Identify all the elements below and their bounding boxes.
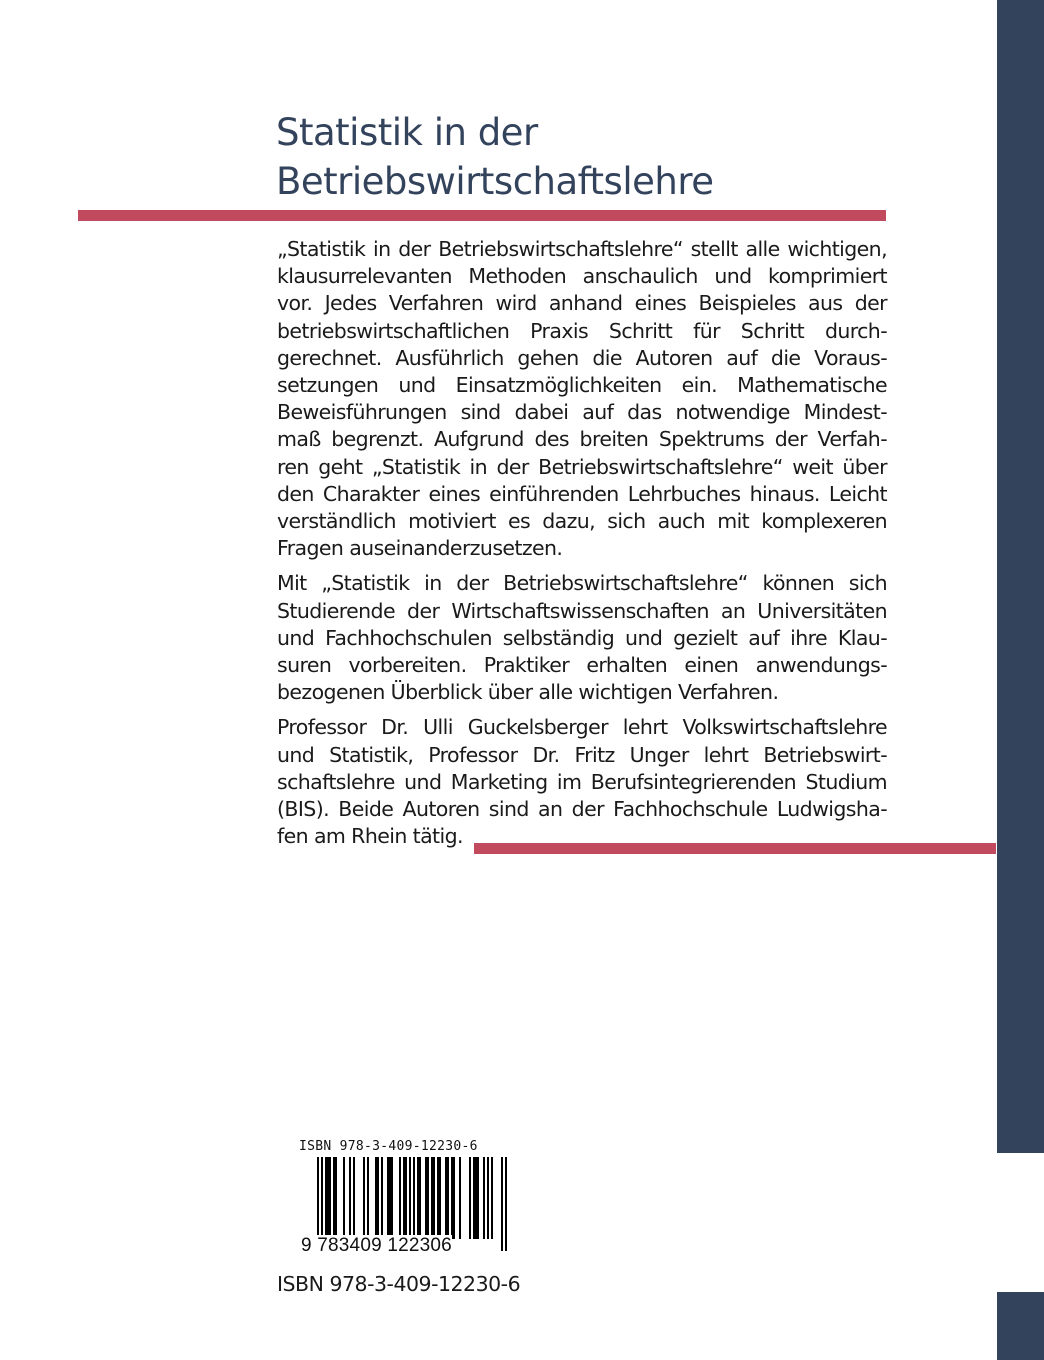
spine-band-bottom	[997, 1292, 1044, 1360]
barcode-bar	[403, 1157, 405, 1239]
barcode-bar	[459, 1157, 461, 1239]
blurb-paragraph-audience-line: suren vorbereiten. Praktiker erhalten einen anwendungs-	[277, 653, 887, 678]
blurb-paragraph-authors-line: Professor Dr. Ulli Guckelsberger lehrt Volkswirtschaftslehre	[277, 715, 887, 740]
blurb-paragraph-authors-line: und Statistik, Professor Dr. Fritz Unger lehrt Betriebswirt-	[277, 742, 887, 767]
spine-band-top	[997, 0, 1044, 1153]
barcode-bar	[431, 1157, 433, 1239]
barcode-bar	[389, 1157, 391, 1239]
barcode-bar	[405, 1157, 407, 1239]
barcode-isbn-label: ISBN 978-3-409-12230-6	[299, 1139, 478, 1154]
barcode-bar	[473, 1157, 475, 1239]
barcode-bar	[419, 1157, 421, 1239]
isbn-text: ISBN 978-3-409-12230-6	[277, 1272, 521, 1296]
blurb-paragraph-authors-line: fen am Rhein tätig.	[277, 824, 463, 849]
barcode-bar	[433, 1157, 435, 1239]
accent-bar-top	[78, 210, 886, 221]
barcode-bar	[483, 1157, 485, 1239]
barcode-bar	[381, 1157, 383, 1239]
barcode-bar	[487, 1157, 489, 1239]
barcode-bar	[327, 1157, 329, 1239]
barcode-bar	[491, 1157, 493, 1239]
blurb-paragraph-audience-line: bezogenen Überblick über alle wichtigen Verfahren.	[277, 680, 779, 705]
book-title-line-2: Betriebswirtschaftslehre	[276, 160, 714, 203]
blurb-paragraph-description-line: setzungen und Einsatzmöglichkeiten ein. Mathematische	[277, 373, 887, 398]
blurb-paragraph-authors-line: (BIS). Beide Autoren sind an der Fachhochschule Ludwigsha-	[277, 797, 887, 822]
blurb-paragraph-authors	[277, 714, 887, 850]
blurb-paragraph-description-line: ren geht „Statistik in der Betriebswirtschaftslehre“ weit über	[277, 454, 887, 479]
barcode-bar	[349, 1157, 351, 1239]
barcode-bar	[335, 1157, 337, 1239]
barcode-bar	[417, 1157, 419, 1239]
blurb-paragraph-description-line: Beweisführungen sind dabei auf das notwendige Mindest-	[277, 400, 887, 425]
blurb-paragraph-description-line: „Statistik in der Betriebswirtschaftslehre“ stellt alle wichtigen,	[277, 237, 887, 261]
blurb-paragraph-description-line: Fragen auseinanderzusetzen.	[277, 536, 563, 561]
blurb-paragraph-description-line: maß begrenzt. Aufgrund des breiten Spektrums der Verfah-	[277, 427, 887, 452]
barcode-bar	[343, 1157, 345, 1239]
barcode-bar	[437, 1157, 439, 1239]
blurb-paragraph-description-line: verständlich motiviert es dazu, sich auch mit komplexeren	[277, 509, 887, 534]
barcode-bar	[387, 1157, 389, 1239]
barcode-bar	[501, 1157, 503, 1251]
barcode-bar	[391, 1157, 393, 1239]
barcode-bar	[439, 1157, 441, 1239]
barcode-bar	[427, 1157, 429, 1239]
blurb-paragraph-description-line: den Charakter eines einführenden Lehrbuches hinaus. Leicht	[277, 481, 887, 506]
blurb-text	[277, 236, 887, 858]
blurb-paragraph-audience-line: Mit „Statistik in der Betriebswirtschaftslehre“ können sich	[277, 571, 887, 596]
barcode-block	[299, 1139, 511, 1256]
barcode-bar	[477, 1157, 479, 1239]
blurb-paragraph-description-line: vor. Jedes Verfahren wird anhand eines Beispieles aus der	[277, 291, 887, 316]
book-title-line-1: Statistik in der	[276, 111, 538, 154]
barcode-bar	[377, 1157, 379, 1239]
barcode-bar	[451, 1157, 453, 1239]
barcode-digits: 9 783409 122306	[301, 1235, 452, 1256]
barcode-bar	[447, 1157, 449, 1239]
blurb-paragraph-authors-line: schaftslehre und Marketing im Berufsintegrierenden Studium	[277, 769, 887, 794]
blurb-paragraph-audience	[277, 570, 887, 706]
blurb-paragraph-description	[277, 236, 887, 562]
barcode-bar	[399, 1157, 401, 1239]
barcode-bar	[469, 1157, 471, 1239]
blurb-paragraph-description-line: betriebswirtschaftlichen Praxis Schritt für Schritt durch-	[277, 318, 887, 343]
barcode-bar	[453, 1157, 455, 1239]
blurb-paragraph-description-line: gerechnet. Ausführlich gehen die Autoren auf die Voraus-	[277, 345, 887, 370]
barcode-bar	[505, 1157, 507, 1251]
book-title	[276, 108, 714, 206]
barcode-bar	[425, 1157, 427, 1239]
blurb-paragraph-description-line: klausurrelevanten Methoden anschaulich und komprimiert	[277, 264, 887, 289]
blurb-paragraph-audience-line: und Fachhochschulen selbständig und gezielt auf ihre Klau-	[277, 625, 887, 650]
barcode-bar	[325, 1157, 327, 1239]
barcode-bar	[475, 1157, 477, 1239]
barcode-bar	[353, 1157, 355, 1239]
barcode-bar	[329, 1157, 331, 1239]
barcode-bar	[363, 1157, 365, 1239]
barcode-bar	[333, 1157, 335, 1239]
blurb-paragraph-audience-line: Studierende der Wirtschaftswissenschaften an Universitäten	[277, 598, 887, 623]
barcode-bar	[375, 1157, 377, 1239]
barcode-bar	[367, 1157, 369, 1239]
accent-bar-bottom	[474, 843, 996, 854]
barcode-bar	[445, 1157, 447, 1239]
